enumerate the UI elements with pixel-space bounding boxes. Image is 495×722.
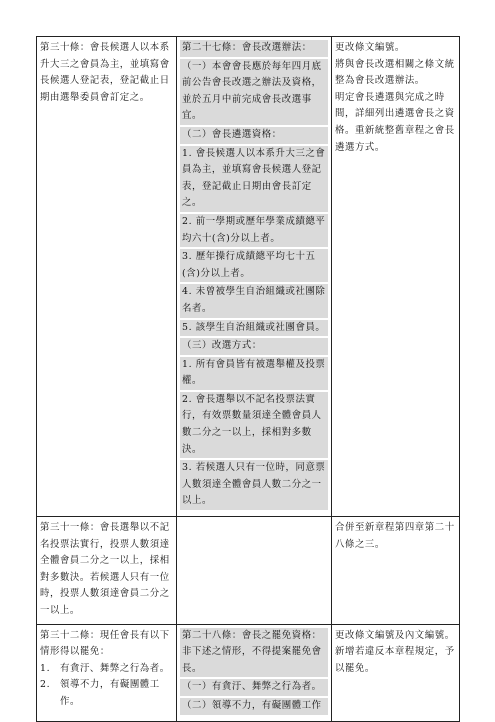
eligibility-item-2: 2. 前一學期或歷年學業成績總平均六十(含)分以上者。 [180,214,328,247]
table-row [37,517,460,625]
eligibility-item-1: 1. 會長候選人以本系升大三之會員為主，並填寫會長候選人登記表，登記截止日期由會長訂定之。 [180,146,328,212]
explanation-cell [332,624,460,721]
new-article-27-title: 第二十七條：會長改選辦法： [180,40,328,57]
document-page [36,36,459,722]
item-text: 領導不力，有礙團體工作。 [60,679,160,707]
eligibility-heading: （二）會長遴選資格： [180,127,328,144]
item-number: 1. [40,662,51,674]
voting-method-item-1: 1. 所有會員皆有被選舉權及投票權。 [180,357,328,390]
old-article-cell [37,624,177,721]
item-number: 2. [40,679,51,691]
new-article-cell-empty [177,517,332,625]
explanation-cell [332,37,460,517]
old-article-cell [37,517,177,625]
old-article-30: 第三十條：會長候選人以本系升大三之會員為主，並填寫會長候選人登記表，登記截止日期由選舉委員會訂定之。 [40,42,170,103]
recall-item-2: （二）領導不力，有礙團體工作 [180,698,328,715]
eligibility-item-3: 3. 歷年操行成績總平均七十五(含)分以上者。 [180,249,328,282]
table-row [37,624,460,721]
voting-method-heading: （三）改選方式： [180,338,328,355]
explanation-cell [332,517,460,625]
old-article-cell [37,37,177,517]
eligibility-item-4: 4. 未曾被學生自治組織或社團除名者。 [180,284,328,317]
item-text: 有貪汙、舞弊之行為者。 [60,662,170,674]
table-row [37,37,460,517]
amendment-comparison-table [36,36,460,722]
eligibility-item-5: 5. 該學生自治組織或社團會員。 [180,320,328,337]
old-article-31: 第三十一條：會長選舉以不記名投票法實行，投票人數須達全體會員二分之一以上，採相對多數決。若候選人只有一位時，投票人數須達會員二分之一以上。 [40,522,170,616]
voting-method-item-2: 2. 會長選舉以不記名投票法實行，有效票數量須達全體會員人數二分之一以上，採相對多數決。 [180,392,328,458]
explanation-line: 合併至新章程第四章第二十八條之三。 [335,522,455,550]
explanation-line: 新增若違反本章程規定，予以罷免。 [335,646,455,674]
explanation-line: 明定會長遴選與完成之時間，詳細列出遴選會長之資格。重新統整舊章程之會長遴選方式。 [335,91,455,153]
new-article-cell [177,624,332,721]
new-article-cell [177,37,332,517]
explanation-line: 更改條文編號。 [335,42,405,53]
list-item [40,677,173,710]
list-item [40,661,173,678]
new-article-28-title: 第二十八條：會長之罷免資格：非下述之情形，不得提案罷免會長。 [180,628,328,678]
voting-method-item-3: 3. 若候選人只有一位時，同意票人數須達全體會員人數二分之一以上。 [180,460,328,510]
recall-item-1: （一）有貪汙、舞弊之行為者。 [180,679,328,696]
election-method-clause: （一）本會會長應於每年四月底前公告會長改選之辦法及資格，並於五月中前完成會長改選事宜。 [180,59,328,125]
explanation-line: 更改條文編號及內文編號。 [335,629,455,641]
explanation-line: 將與會長改選相關之條文統整為會長改選辦法。 [335,58,455,87]
old-article-32-title: 第三十二條：現任會長有以下情形得以罷免： [40,629,170,658]
